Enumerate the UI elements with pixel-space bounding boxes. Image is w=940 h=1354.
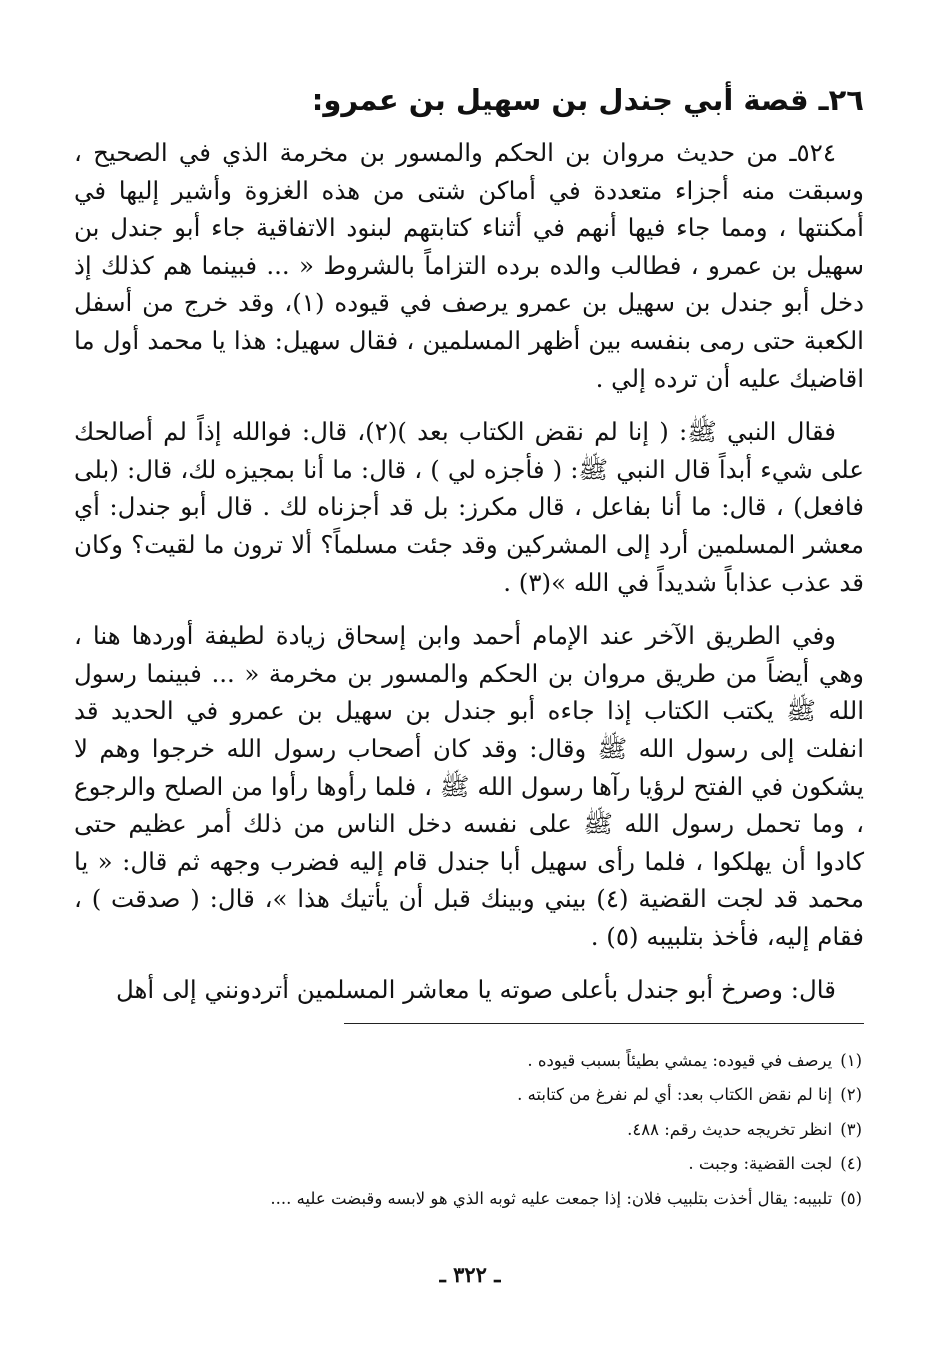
footnote-text: تلبيبه: يقال أخذت بتلبيب فلان: إذا جمعت عليه ثوبه الذي هو لابسه وقبضت عليه .... <box>270 1188 833 1208</box>
paragraph-4: قال: وصرخ أبو جندل بأعلى صوته يا معاشر المسلمين أتردونني إلى أهل <box>115 975 836 1005</box>
paragraph-3: وفي الطريق الآخر عند الإمام أحمد وابن إسحاق زيادة لطيفة أوردها هنا ، وهي أيضاً من طريق مروان بن الحكم والمسور بن مخرمة « ... فبينما رسول الله ﷺ يكتب الكتاب إذا جاءه أبو جندل بن سهيل بن عمرو في الحديد قد انفلت إلى رسول الله ﷺ وقال: وقد كان أصحاب رسول الله خرجوا وهم لا يشكون في الفتح لرؤيا رآها رسول الله ﷺ ، فلما رأوها رأوا من الصلح والرجوع ، وما تحمل رسول الله ﷺ على نفسه دخل الناس من ذلك أمر عظيم حتى كادوا أن يهلكوا ، فلما رأى سهيل أبا جندل قام إليه فضرب وجهه ثم قال: « يا محمد قد لجت القضية (٤) بيني وبينك قبل أن يأتيك هذا »، قال: ( صدقت ) ، فقام إليه، فأخذ بتلبيبه (٥) . <box>74 621 864 951</box>
footnote-2 <box>74 1078 862 1112</box>
footnote-1 <box>74 1044 862 1078</box>
page-body <box>74 70 864 1216</box>
paragraph-1: ٥٢٤ـ من حديث مروان بن الحكم والمسور بن مخرمة الذي في الصحيح ، وسبقت منه أجزاء متعددة في أماكن شتى من هذه الغزوة وأشير إليها في أمكنتها ، ومما جاء فيها أنهم في أثناء كتابتهم لبنود الاتفاقية جاء أبو جندل بن سهيل بن عمرو ، فطالب والده برده التزاماً بالشروط « ... فبينما هم كذلك إذ دخل أبو جندل بن سهيل بن عمرو يرصف في قيوده (١)، وقد خرج من أسفل الكعبة حتى رمى بنفسه بين أظهر المسلمين ، فقال سهيل: هذا يا محمد أول ما اقاضيك عليه أن ترده إلي . <box>74 138 864 393</box>
footnote-text: لجت القضية: وجبت . <box>688 1154 833 1174</box>
paragraph-2: فقال النبي ﷺ: ( إنا لم نقض الكتاب بعد )(٢)، قال: فوالله إذاً لم أصالحك على شيء أبداً قال النبي ﷺ: ( فأجزه لي ) ، قال: ما أنا بمجيزه لك، قال: (بلى فافعل) ، قال: ما أنا بفاعل ، قال مكرز: بل قد أجزناه لك . قال أبو جندل: أي معشر المسلمين أرد إلى المشركين وقد جئت مسلماً؟ ألا ترون ما لقيت؟ وكان قد عذب عذاباً شديداً في الله »(٣) . <box>74 417 864 597</box>
footnote-number: (٣) <box>840 1119 862 1139</box>
footnote-number: (٢) <box>840 1085 862 1105</box>
footnote-text: يرصف في قيوده: يمشي بطيئاً بسبب قيوده . <box>527 1051 833 1071</box>
footnote-text: انظر تخريجه حديث رقم: ٤٨٨. <box>627 1119 833 1139</box>
footnote-4 <box>74 1147 862 1181</box>
footnote-3 <box>74 1113 862 1147</box>
footnotes <box>74 1044 864 1216</box>
footnote-number: (١) <box>840 1051 862 1071</box>
page-number: ـ ٣٢٢ ـ <box>439 1262 501 1287</box>
footnote-divider <box>344 1023 864 1024</box>
section-heading: ٢٦ـ قصة أبي جندل بن سهيل بن عمرو: <box>311 83 864 117</box>
footnote-5 <box>74 1182 862 1216</box>
footnote-text: إنا لم نقض الكتاب بعد: أي لم نفرغ من كتابته . <box>517 1085 833 1105</box>
footnote-number: (٤) <box>840 1154 862 1174</box>
footnote-number: (٥) <box>840 1188 862 1208</box>
